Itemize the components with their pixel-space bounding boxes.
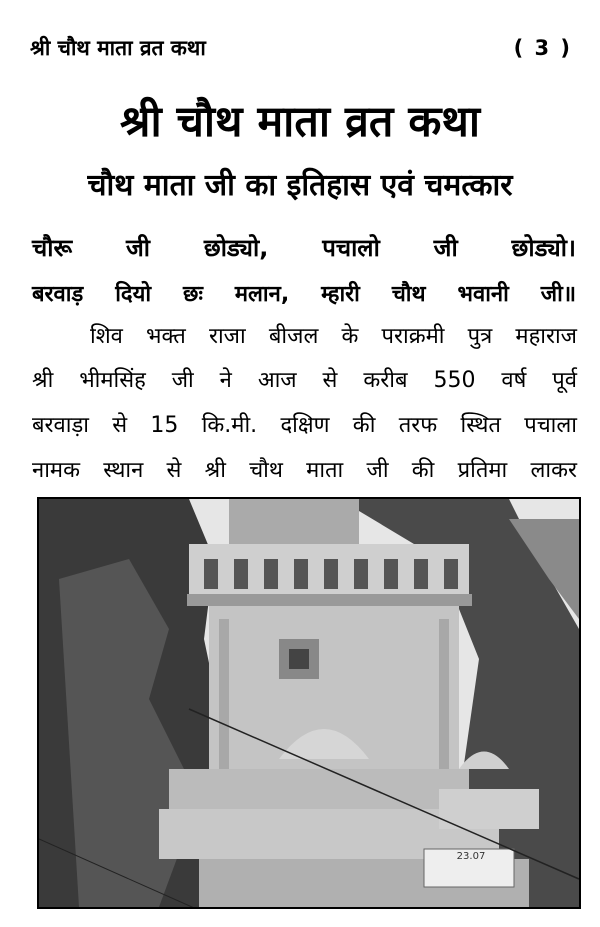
page-header <box>30 30 572 66</box>
verse-line-2: बरवाड़ दियो छः मलान, म्हारी चौथ भवानी जी॥ <box>32 282 576 307</box>
page-title: श्री चौथ माता व्रत कथा <box>120 97 480 147</box>
page-subtitle: चौथ माता जी का इतिहास एवं चमत्कार <box>87 168 513 203</box>
paragraph-line-2: श्री भीमसिंह जी ने आज से करीब 550 वर्ष पूर्व <box>32 368 577 393</box>
paragraph-line-3: बरवाड़ा से 15 कि.मी. दक्षिण की तरफ स्थित पचाला <box>32 413 577 438</box>
verse-line-1: चौरू जी छोड्यो, पचालो जी छोड्यो। <box>32 234 576 262</box>
paragraph-line-1: शिव भक्त राजा बीजल के पराक्रमी पुत्र महाराज <box>90 324 577 349</box>
running-title: श्री चौथ माता व्रत कथा <box>30 36 206 60</box>
page-number: ( 3 ) <box>513 36 572 60</box>
temple-photo <box>37 497 581 909</box>
temple-illustration <box>39 499 579 907</box>
paragraph-line-4: नामक स्थान से श्री चौथ माता जी की प्रतिमा लाकर <box>32 458 577 483</box>
sign-board-text: 23.07 <box>456 851 486 862</box>
